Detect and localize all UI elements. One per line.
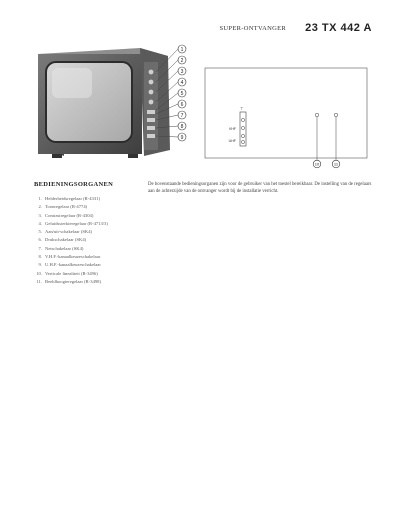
controls-list: [32, 195, 108, 286]
antenna-symbol: ⊤: [240, 106, 244, 111]
callout-9: 9: [180, 134, 184, 141]
item-number: 10.: [36, 270, 42, 276]
header-subtitle: SUPER-ONTVANGER: [219, 25, 286, 32]
list-item: [32, 236, 108, 244]
item-number: 3.: [38, 212, 42, 218]
tv-front-illustration: [32, 40, 192, 160]
vhf-label: VHF: [228, 127, 236, 131]
list-item: [32, 270, 108, 278]
item-text: Beeldhoogteregelaar (R-3498): [45, 278, 101, 284]
item-text: Toonregelaar (R-4774): [45, 204, 88, 210]
uhf-label: UHF: [228, 139, 236, 143]
item-text: Helderheidsregelaar (R-4331): [45, 196, 100, 201]
list-item: [32, 203, 108, 211]
list-item: [32, 195, 108, 203]
item-number: 1.: [38, 196, 42, 201]
model-number: 23 TX 442 A: [305, 22, 372, 34]
callout-2: 2: [180, 57, 184, 64]
item-number: 6.: [38, 237, 42, 243]
callout-8: 8: [180, 123, 184, 130]
antenna-socket-block: [240, 112, 246, 146]
item-text: Drukschakelaar (SK4): [45, 237, 87, 243]
rear-panel-diagram: [204, 60, 368, 170]
list-item: [32, 261, 108, 269]
adjustment-point-10: [315, 113, 319, 117]
item-text: Netschakelaar (SK4): [45, 245, 84, 251]
instruction-note: [148, 181, 376, 195]
list-item: [32, 228, 108, 236]
item-number: 2.: [38, 204, 42, 210]
item-text: Contrastregelaar (R-4304): [45, 212, 94, 218]
callout-7: 7: [180, 112, 184, 119]
item-text: U.H.F.-kanaalkeuzeschakelaar: [45, 262, 101, 268]
item-number: 4.: [38, 220, 42, 226]
item-number: 5.: [38, 229, 42, 235]
item-text: V.H.F.-kanaalkeuzeschakelaar: [45, 254, 101, 260]
item-text: Verticale linealiteit (R-3496): [45, 270, 98, 276]
rear-panel-outline: [205, 68, 367, 158]
item-text: Aan/uit-schakelaar (SK4): [45, 229, 93, 235]
callout-10: 10: [314, 161, 320, 167]
item-text: Geluidssterkteregelaar (R-4713/3): [45, 220, 108, 226]
callout-4: 4: [180, 79, 184, 86]
adjustment-point-11: [334, 113, 338, 117]
note-text: De bovenstaande bedieningsorganen zijn voor de gebruiker van het toestel bereikbaar. De instelling van de regelaars aan de achterzijde van de ontvanger wordt bij de installatie verricht.: [148, 182, 372, 194]
callout-11: 11: [333, 161, 339, 167]
callout-3: 3: [180, 68, 184, 75]
item-number: 8.: [38, 254, 42, 260]
item-number: 11.: [36, 278, 42, 284]
item-number: 7.: [38, 245, 42, 251]
callout-1: 1: [180, 46, 184, 53]
list-item: [32, 253, 108, 261]
list-item: [32, 278, 108, 286]
list-item: [32, 212, 108, 220]
callout-5: 5: [180, 90, 184, 97]
list-item: [32, 220, 108, 228]
list-item: [32, 245, 108, 253]
section-title: BEDIENINGSORGANEN: [34, 181, 114, 188]
item-number: 9.: [38, 262, 42, 268]
callout-6: 6: [180, 101, 184, 108]
